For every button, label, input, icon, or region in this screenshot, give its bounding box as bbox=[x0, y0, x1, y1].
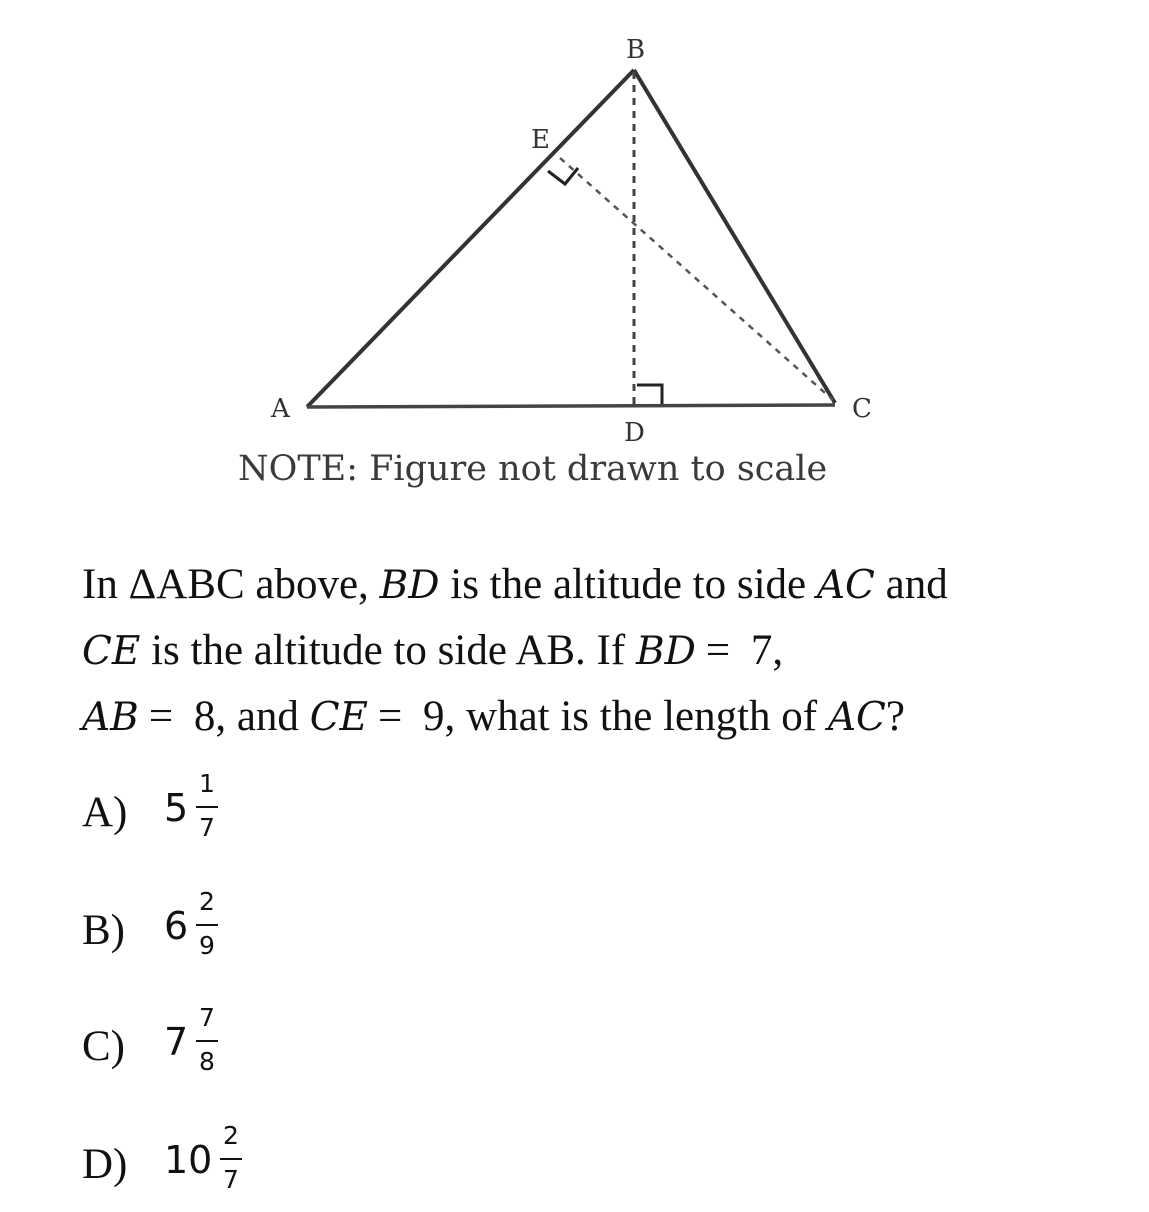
segment-ac: AC bbox=[816, 563, 875, 608]
choice-whole-number: 6 bbox=[164, 904, 189, 948]
segment-bd: BD bbox=[379, 563, 440, 608]
side-ab bbox=[307, 70, 634, 407]
choice-whole-number: 7 bbox=[164, 1020, 189, 1064]
choice-letter: C) bbox=[82, 1023, 125, 1070]
question-line-3: AB = 8, and CE = 9, what is the length of AC? bbox=[82, 693, 905, 740]
altitude-ce bbox=[560, 158, 833, 400]
segment-ce: CE bbox=[309, 695, 368, 740]
question-line-1: In ΔABC above, BD is the altitude to side AC and bbox=[82, 561, 948, 608]
question-text bbox=[82, 552, 1112, 750]
choice-letter: D) bbox=[82, 1141, 128, 1188]
question-line-2: CE is the altitude to side AB. If BD = 7, bbox=[82, 627, 784, 674]
segment-ce: CE bbox=[82, 629, 141, 674]
segment-ac: AC bbox=[827, 695, 886, 740]
segment-bd: BD bbox=[635, 629, 696, 674]
segment-ab: AB bbox=[82, 695, 139, 740]
side-ac bbox=[307, 405, 835, 407]
choice-fraction: 1 7 bbox=[192, 770, 222, 842]
choice-whole-number: 10 bbox=[164, 1138, 213, 1182]
label-b: B bbox=[626, 35, 646, 65]
figure-note: NOTE: Figure not drawn to scale bbox=[238, 449, 828, 489]
right-angle-mark-d bbox=[637, 385, 662, 404]
choice-letter: B) bbox=[82, 907, 125, 954]
label-e: E bbox=[531, 125, 550, 155]
choice-fraction: 7 8 bbox=[192, 1004, 222, 1076]
label-d: D bbox=[624, 418, 645, 448]
side-bc bbox=[634, 70, 835, 403]
choice-fraction: 2 9 bbox=[192, 888, 222, 960]
label-a: A bbox=[271, 394, 290, 424]
choice-whole-number: 5 bbox=[164, 786, 189, 830]
choice-fraction: 2 7 bbox=[216, 1122, 246, 1194]
right-angle-mark-e bbox=[548, 168, 578, 184]
triangle-figure bbox=[0, 0, 1149, 520]
label-c: C bbox=[852, 394, 872, 424]
choice-letter: A) bbox=[82, 789, 128, 836]
